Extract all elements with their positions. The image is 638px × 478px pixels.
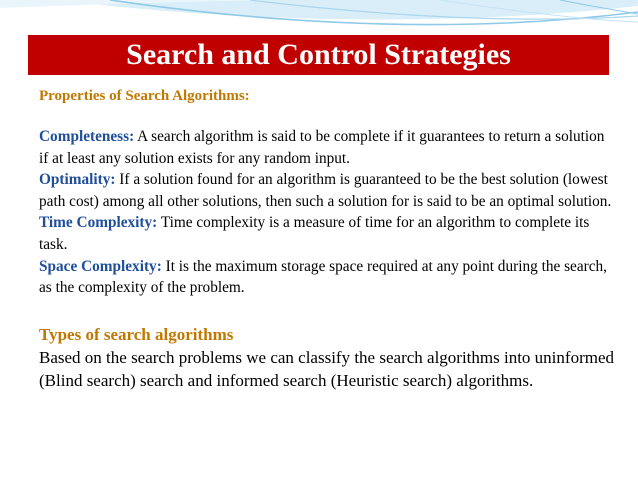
property-term: Time Complexity: <box>39 214 158 232</box>
property-term: Space Complexity: <box>39 257 162 275</box>
property-time-complexity <box>39 212 614 255</box>
property-term: Optimality: <box>39 171 116 189</box>
property-completeness <box>39 126 614 169</box>
property-description: If a solution found for an algorithm is guaranteed to be the best solution (lowest path cost) among all other solutions, then such a solution for is said to be an optimal solution. <box>39 171 612 210</box>
properties-subheading: Properties of Search Algorithms: <box>39 88 250 104</box>
property-description: A search algorithm is said to be complete if it guarantees to return a solution if at least any solution exists for any random input. <box>39 128 605 167</box>
property-space-complexity <box>39 256 614 299</box>
slide-content <box>39 86 614 393</box>
title-bar <box>28 35 609 75</box>
property-term: Completeness: <box>39 128 135 145</box>
types-heading: Types of search algorithms <box>39 324 234 344</box>
types-description: Based on the search problems we can classify the search algorithms into uninformed (Blind search) search and informed search (Heuristic search) algorithms. <box>39 347 614 391</box>
slide-title: Search and Control Strategies <box>126 38 511 71</box>
decorative-swoosh <box>0 0 638 40</box>
property-optimality <box>39 169 614 212</box>
property-description: It is the maximum storage space required at any point during the search, as the complexity of the problem. <box>39 257 607 297</box>
property-description: Time complexity is a measure of time for an algorithm to complete its task. <box>39 214 590 253</box>
